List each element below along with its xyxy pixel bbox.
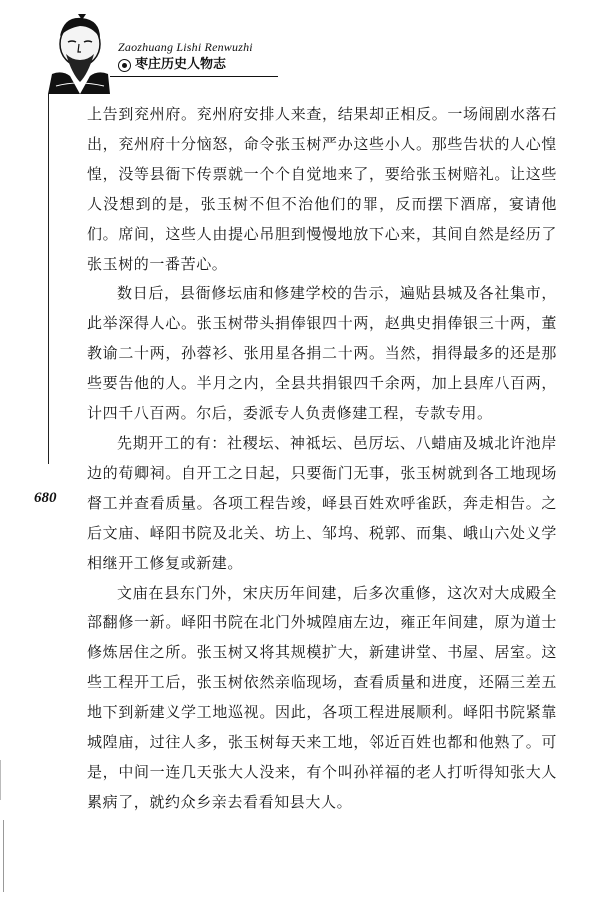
paragraph-2: 数日后，县衙修坛庙和修建学校的告示，遍贴县城及各社集市，此举深得人心。张玉树带头捐俸银四十两，赵典史捐俸银三十两，董教谕二十两，孙蓉衫、张用星各捐二十两。当然，捐得最多的还是那些要告他的人。半月之内，全县共捐银四千余两，加上县库八百两，计四千八百两。尔后，委派专人负责修建工程，专款专用。 [87,284,557,423]
header-latin-title: Zaozhuang Lishi Renwuzhi [118,40,253,54]
margin-line [48,94,49,464]
scan-edge-line-lower [3,820,4,892]
header-chinese-title: 枣庄历史人物志 [135,57,227,72]
body-text [87,100,557,818]
double-circle-icon [118,59,131,72]
scan-edge-line [0,760,1,800]
header-chinese-row [118,56,253,74]
running-header [118,40,253,74]
paragraph-4: 文庙在县东门外，宋庆历年间建，后多次重修，这次对大成殿全部翻修一新。峄阳书院在北门外城隍庙左边，雍正年间建，原为道士修炼居住之所。张玉树又将其规模扩大，新建讲堂、书屋、居室。这些工程开工后，张玉树依然亲临现场，查看质量和进度，还隔三差五地下到新建义学工地巡视。因此，各项工程进展顺利。峄阳书院紧靠城隍庙，过往人多，张玉树每天来工地，邻近百姓也都和他熟了。可是，中间一连几天张大人没来，有个叫孙祥福的老人打听得知张大人累病了，就约众乡亲去看看知县大人。 [87,583,557,811]
paragraph-3: 先期开工的有：社稷坛、神祗坛、邑厉坛、八蜡庙及城北许池岸边的荀卿祠。自开工之日起，只要衙门无事，张玉树就到各工地现场督工并查看质量。各项工程告竣，峄县百姓欢呼雀跃，奔走相告。之后文庙、峄阳书院及北关、坊上、邹坞、税郭、而集、峨山六处义学相继开工修复或新建。 [87,433,557,572]
paragraph-1: 上告到兖州府。兖州府安排人来查，结果却正相反。一场闹剧水落石出，兖州府十分恼怒，命令张玉树严办这些小人。那些告状的人心惶惶，没等县衙下传票就一个个自觉地来了，要给张玉树赔礼。让这些人没想到的是，张玉树不但不治他们的罪，反而摆下酒席，宴请他们。席间，这些人由提心吊胆到慢慢地放下心来，其间自然是经历了张玉树的一番苦心。 [87,105,557,273]
page-number: 680 [34,490,57,506]
scholar-portrait-icon [48,14,110,94]
header-rule [110,76,278,77]
